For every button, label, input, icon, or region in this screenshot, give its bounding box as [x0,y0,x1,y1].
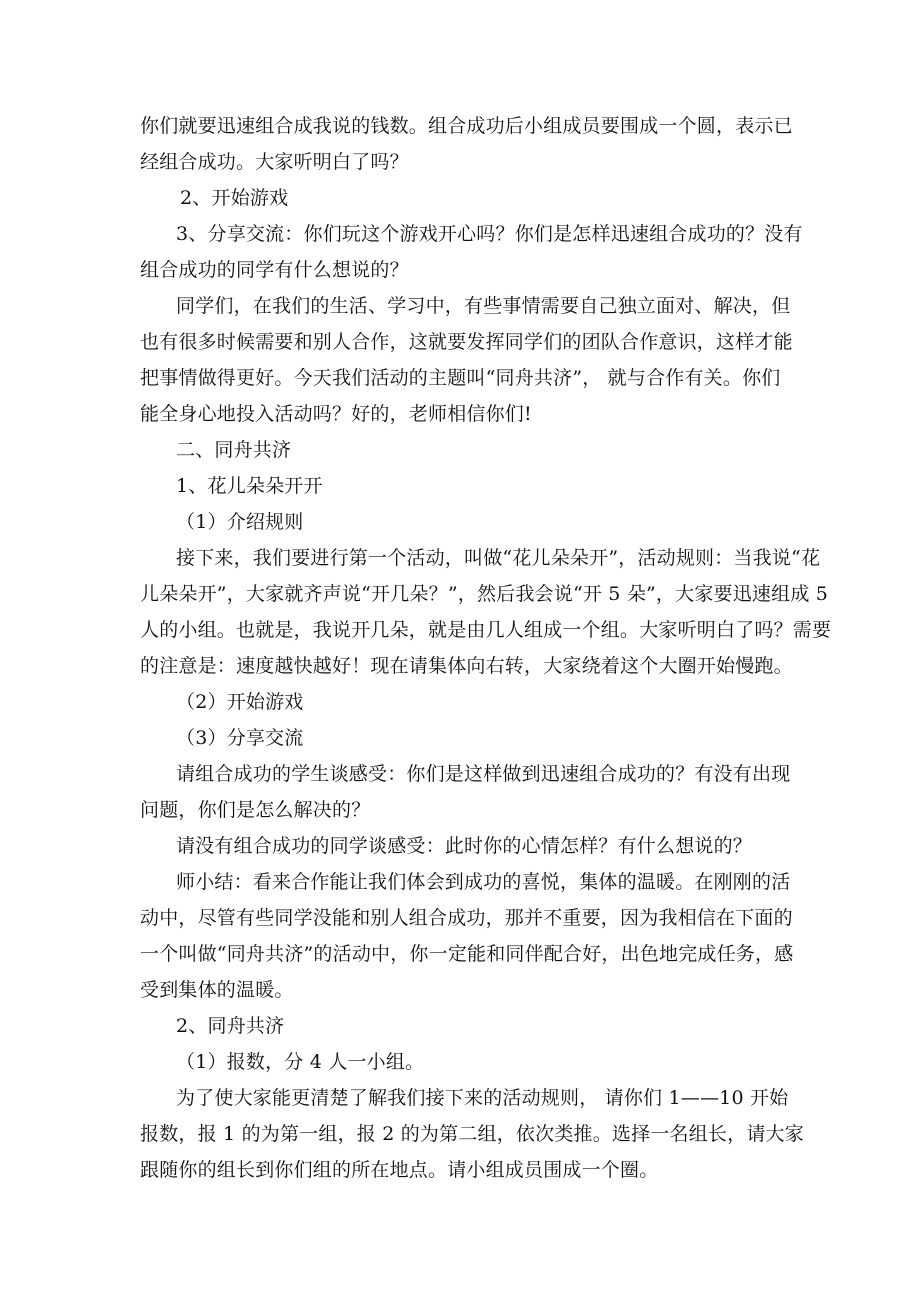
paragraph-line: 问题，你们是怎么解决的？ [140,799,371,821]
paragraph-line: 跟随你的组长到你们组的所在地点。请小组成员围成一个圈。 [140,1159,659,1181]
paragraph-line: 师小结：看来合作能让我们体会到成功的喜悦，集体的温暖。在刚刚的活 [176,871,791,893]
paragraph-line: 报数，报 1 的为第一组，报 2 的为第二组，依次类推。选择一名组长，请大家 [140,1123,804,1145]
paragraph-line: 你们就要迅速组合成我说的钱数。组合成功后小组成员要围成一个圆，表示已 [140,115,793,137]
section-heading: （2）开始游戏 [176,691,304,713]
paragraph-line: 接下来，我们要进行第一个活动，叫做“花儿朵朵开”，活动规则：当我说“花 [176,547,821,569]
paragraph-line: 请没有组合成功的同学谈感受：此时你的心情怎样？有什么想说的？ [176,835,753,857]
paragraph-line: 组合成功的同学有什么想说的？ [140,259,409,281]
section-heading: 2、同舟共济 [176,1015,285,1037]
section-heading: （3）分享交流 [176,727,304,749]
paragraph-line: 经组合成功。大家听明白了吗？ [140,151,409,173]
paragraph-line: 同学们，在我们的生活、学习中，有些事情需要自己独立面对、解决，但 [176,295,791,317]
paragraph-line: 请组合成功的学生谈感受：你们是这样做到迅速组合成功的？有没有出现 [176,763,791,785]
paragraph-line: 受到集体的温暖。 [140,979,294,1001]
paragraph-line: 动中，尽管有些同学没能和别人组合成功，那并不重要，因为我相信在下面的 [140,907,793,929]
paragraph-line: 为了使大家能更清楚了解我们接下来的活动规则， 请你们 1——10 开始 [176,1087,789,1109]
paragraph-line: 3、分享交流：你们玩这个游戏开心吗？你们是怎样迅速组合成功的？没有 [176,223,803,245]
paragraph-line: 把事情做得更好。今天我们活动的主题叫“同舟共济”， 就与合作有关。你们 [140,367,781,389]
section-heading: 1、花儿朵朵开开 [176,475,323,497]
paragraph-line: 人的小组。也就是，我说开几朵，就是由几人组成一个组。大家听明白了吗？需要 [140,619,832,641]
paragraph-line: 能全身心地投入活动吗？好的，老师相信你们! [140,403,532,425]
paragraph-line: 儿朵朵开”，大家就齐声说“开几朵？”，然后我会说“开 5 朵”，大家要迅速组成 5 [140,583,829,605]
section-heading: （1）介绍规则 [176,511,304,533]
section-heading: 2、开始游戏 [180,187,289,209]
paragraph-line: 的注意是：速度越快越好！现在请集体向右转，大家绕着这个大圈开始慢跑。 [140,655,793,677]
section-heading: （1）报数，分 4 人一小组。 [176,1051,425,1073]
section-heading: 二、同舟共济 [176,439,292,461]
paragraph-line: 一个叫做“同舟共济”的活动中，你一定能和同伴配合好，出色地完成任务，感 [140,943,794,965]
paragraph-line: 也有很多时候需要和别人合作，这就要发挥同学们的团队合作意识，这样才能 [140,331,793,353]
